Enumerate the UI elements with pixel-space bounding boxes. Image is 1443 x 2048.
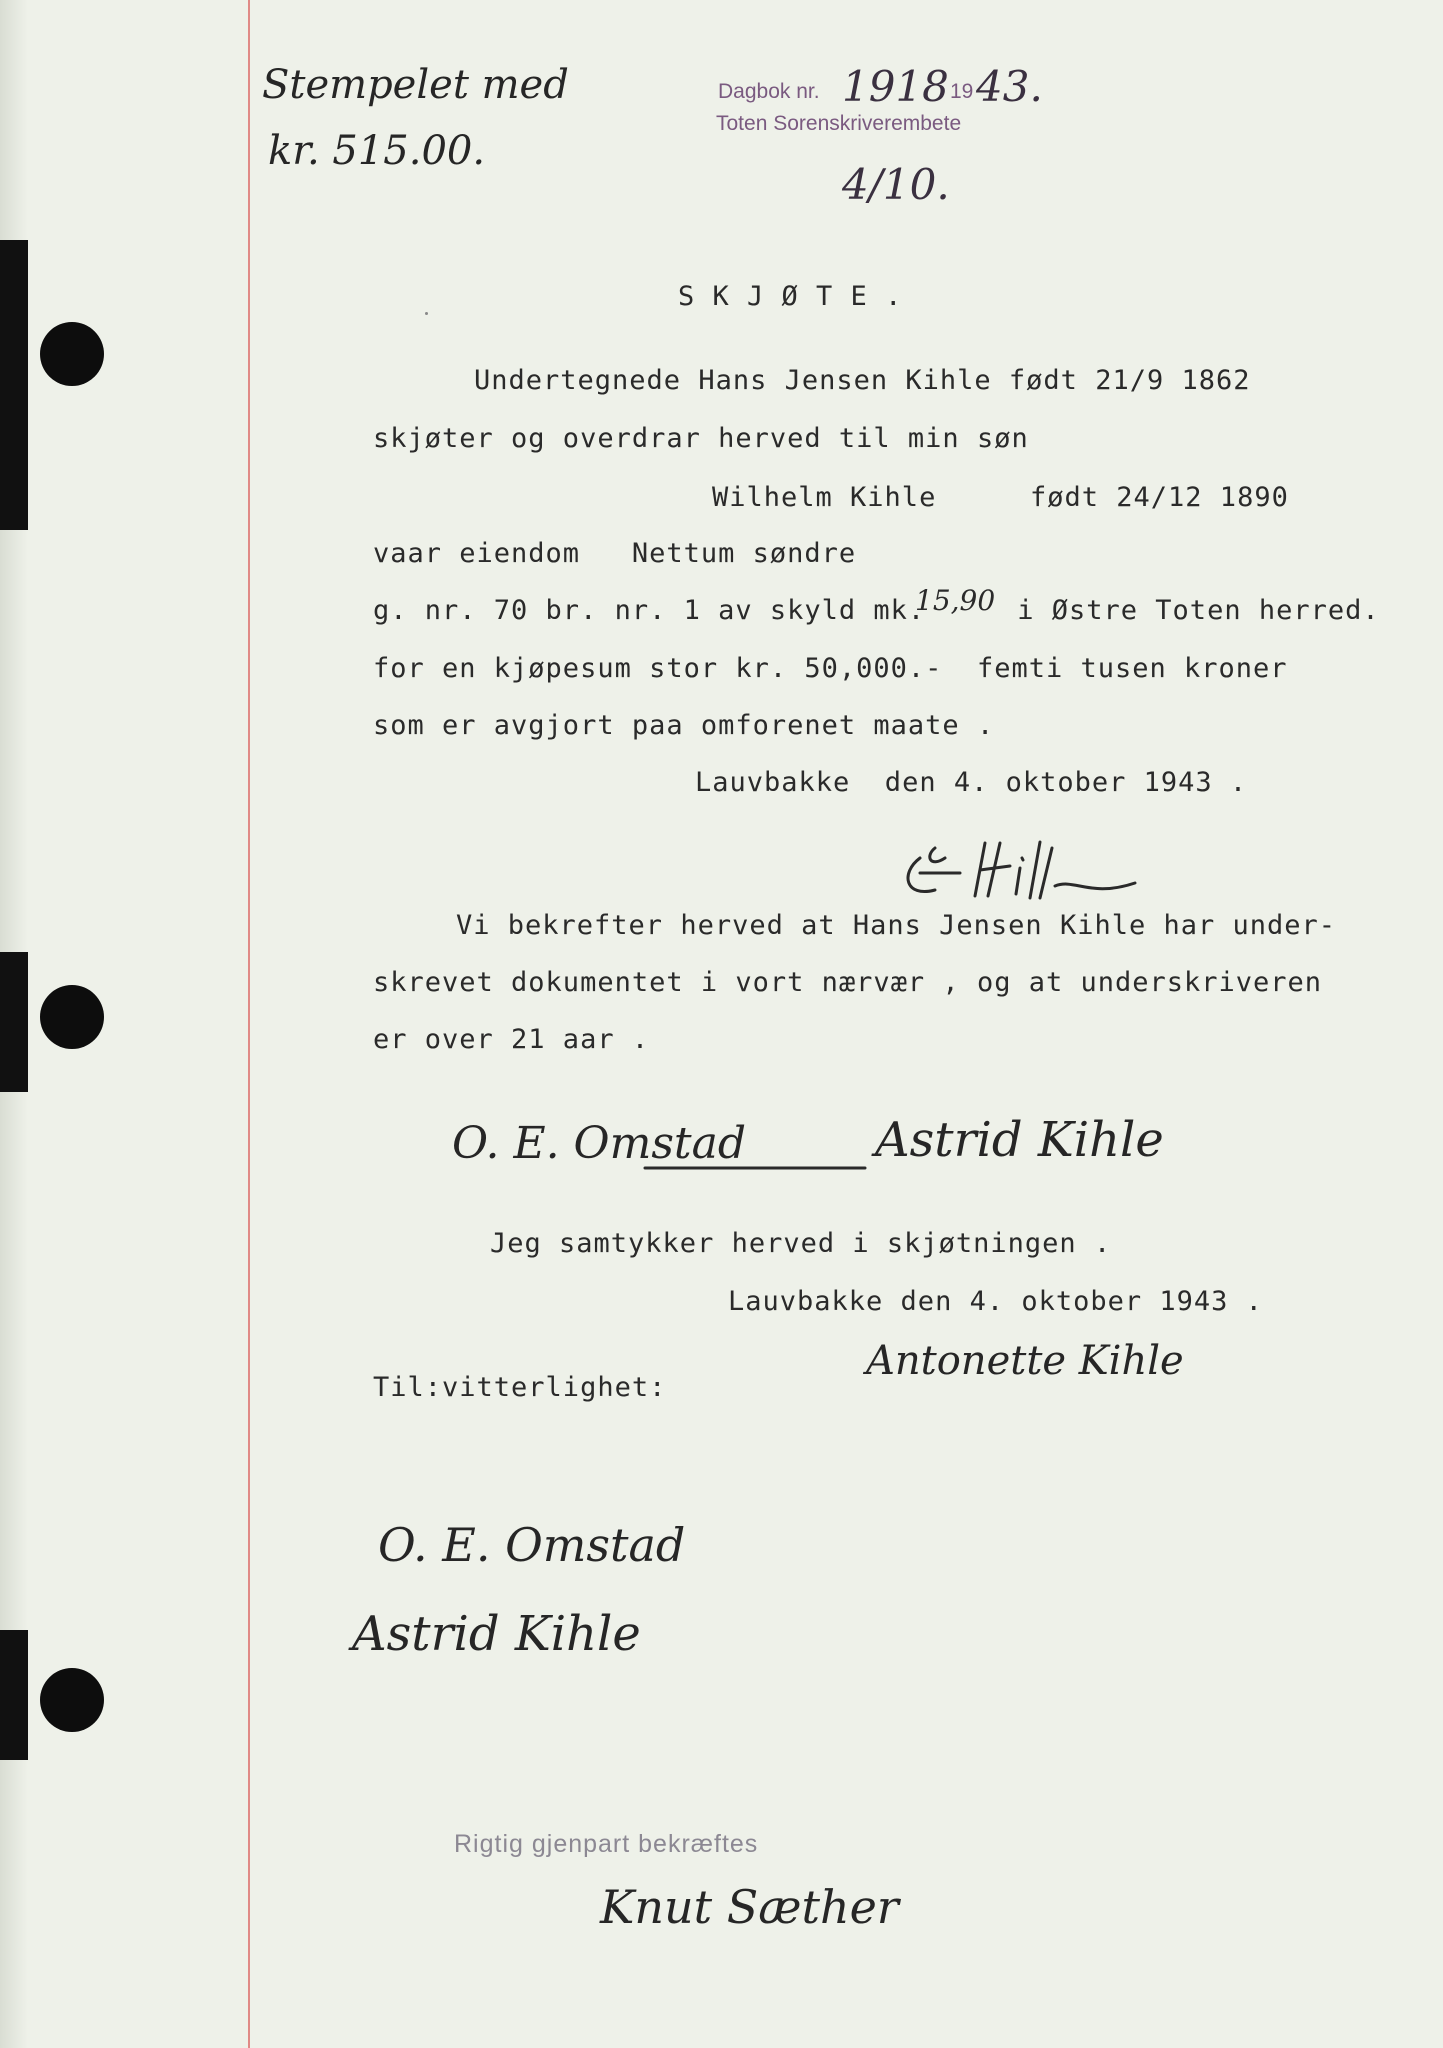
body-line-6: for en kjøpesum stor kr. 50,000.- femti tusen kroner [373, 653, 1288, 684]
document-title: S K J Ø T E . [678, 281, 903, 312]
margin-note-line-1: Stempelet med [262, 62, 569, 108]
grantee-name: Wilhelm Kihle [712, 482, 937, 513]
witness-label: Til:vitterlighet: [373, 1372, 667, 1403]
binder-tab [0, 1630, 28, 1760]
grantee-born: født 24/12 1890 [1030, 482, 1289, 513]
confirmation-line-2: skrevet dokumentet i vort nærvær , og at underskriveren [373, 967, 1323, 998]
body-line-1: Undertegnede Hans Jensen Kihle født 21/9 1862 [474, 365, 1251, 396]
body-line-4: vaar eiendom Nettum søndre [373, 538, 857, 569]
margin-rule [248, 0, 250, 2048]
body-line-7: som er avgjort paa omforenet maate . [373, 710, 995, 741]
punch-hole [40, 985, 104, 1049]
consent-place-date: Lauvbakke den 4. oktober 1943 . [728, 1286, 1263, 1317]
confirmation-line-3: er over 21 aar . [373, 1024, 650, 1055]
consent-signature: Antonette Kihle [866, 1338, 1184, 1384]
margin-note-line-2: kr. 515.00. [268, 128, 486, 174]
paper-speck [425, 312, 428, 315]
punch-hole [40, 1668, 104, 1732]
body-line-2: skjøter og overdrar herved til min søn [373, 423, 1029, 454]
binder-tab [0, 952, 28, 1092]
witness-signature-left: O. E. Omstad [452, 1118, 747, 1169]
stamp-date: 4/10. [842, 160, 950, 209]
stamp-dagbok-number: 1918 [842, 62, 949, 111]
stamp-year-prefix: 19 [950, 80, 974, 103]
stamp-dagbok-label: Dagbok nr. [718, 80, 820, 103]
confirmation-line-1: Vi bekrefter herved at Hans Jensen Kihle har under- [456, 910, 1337, 941]
witness-bottom-second: Astrid Kihle [352, 1606, 641, 1662]
binder-tab [0, 240, 28, 530]
signature-underline [640, 1158, 870, 1178]
certification-signature: Knut Sæther [600, 1880, 899, 1934]
place-date-1: Lauvbakke den 4. oktober 1943 . [695, 767, 1248, 798]
stamp-year-suffix: 43. [976, 62, 1043, 111]
body-line-5b: i Østre Toten herred. [1000, 595, 1380, 626]
stamp-office: Toten Sorenskriverembete [716, 112, 962, 135]
body-line-5a: g. nr. 70 br. nr. 1 av skyld mk. [373, 595, 926, 626]
consent-line-1: Jeg samtykker herved i skjøtningen . [490, 1228, 1112, 1259]
certification-text: Rigtig gjenpart bekræftes [454, 1830, 759, 1858]
witness-signature-right: Astrid Kihle [875, 1112, 1164, 1168]
punch-hole [40, 322, 104, 386]
signature-grantor [890, 828, 1150, 908]
witness-bottom-first: O. E. Omstad [378, 1518, 686, 1572]
skyld-value: 15,90 [915, 584, 996, 617]
